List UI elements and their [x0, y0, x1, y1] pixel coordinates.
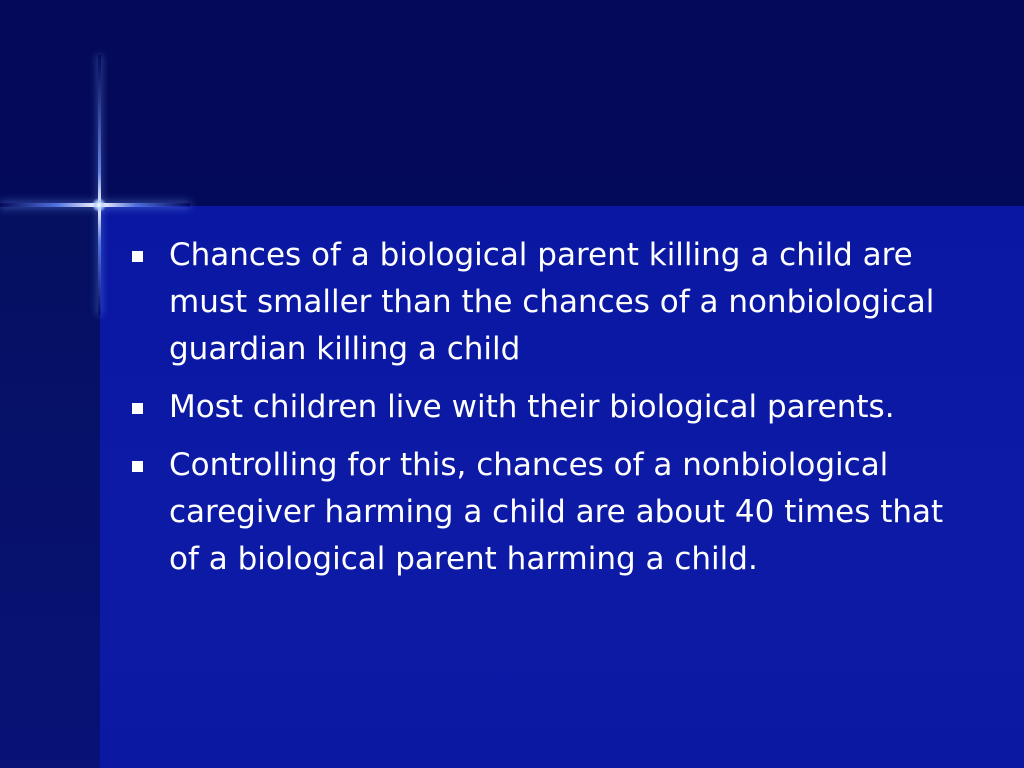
square-bullet-icon: [132, 403, 143, 414]
bullet-text: Chances of a biological parent killing a child are must smaller than the chances of a nonbiological guardian killing a child: [169, 237, 935, 367]
bullet-item-controlled-risk-comparison: [127, 442, 967, 583]
square-bullet-icon: [132, 251, 143, 262]
slide-body-text: [127, 232, 967, 594]
bullet-text: Most children live with their biological parents.: [169, 389, 895, 425]
bullet-item-children-living-with-parents: [127, 384, 967, 431]
bullet-text: Controlling for this, chances of a nonbiological caregiver harming a child are about 40 times that of a biological parent harming a child.: [169, 447, 944, 577]
bullet-list: [127, 232, 967, 583]
bullet-item-biological-parent-risk: [127, 232, 967, 373]
left-background-strip: [0, 206, 100, 768]
square-bullet-icon: [132, 461, 143, 472]
